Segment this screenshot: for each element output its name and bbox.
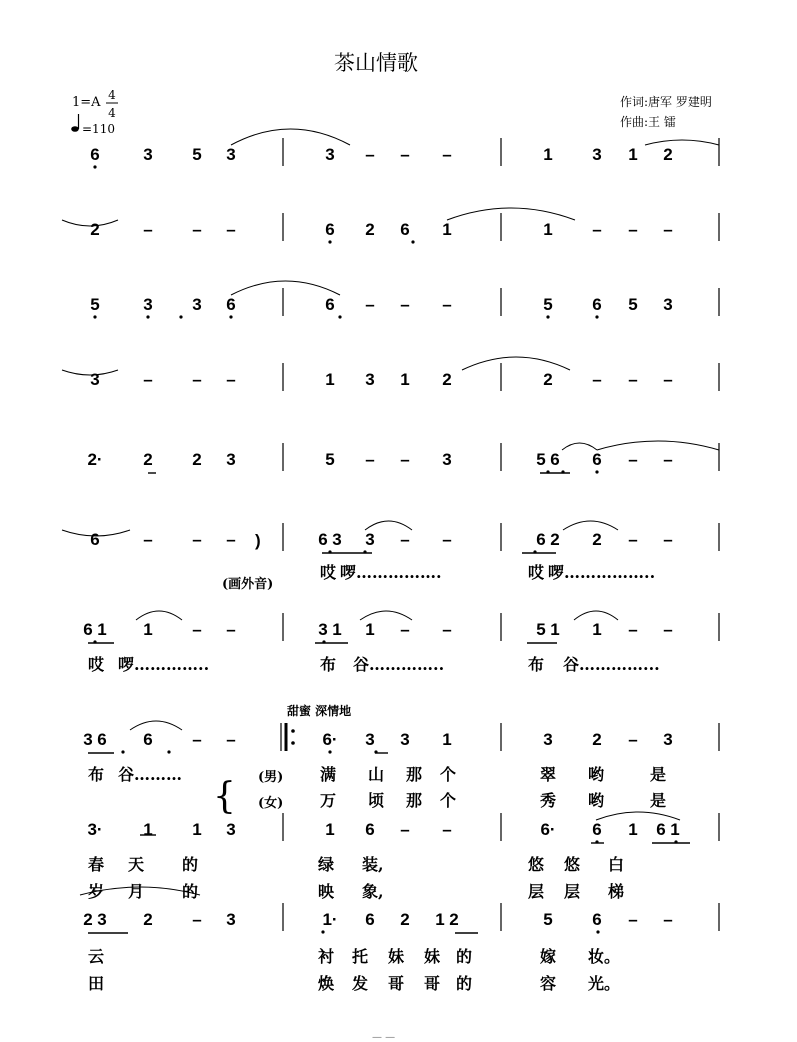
lyric-syllable: 的 [182, 882, 199, 901]
tempo-marking: =110 [82, 122, 115, 136]
note-digit: 2 [90, 220, 100, 239]
note-digit: 2 [543, 370, 553, 389]
note-digit: 2 [143, 910, 153, 929]
note-digit: 5 [325, 450, 335, 469]
lyric-syllable: 层 [528, 882, 545, 901]
note-digit: 6 [592, 295, 602, 314]
note-digit: 5 [543, 295, 553, 314]
note-digit: 1 [332, 620, 342, 639]
note-digit: 2 [192, 450, 202, 469]
low-octave-dot [328, 750, 331, 753]
lyric-syllable: 焕 [318, 974, 335, 993]
note-digit: 2 [592, 730, 602, 749]
lyric-syllable: 个 [440, 765, 457, 784]
lyric-syllable: 哎 [320, 563, 337, 582]
dash-extension: – [442, 620, 452, 639]
low-octave-dot [167, 750, 170, 753]
lyric-syllable: 布 [528, 655, 545, 674]
dash-extension: – [628, 220, 638, 239]
lyric-syllable: 个 [440, 791, 457, 810]
dash-extension: – [663, 620, 673, 639]
closing-parenthesis: ) [255, 531, 261, 550]
note-digit: 5 [536, 450, 546, 469]
lyric-syllable: 天 [128, 855, 145, 874]
slur [574, 611, 618, 620]
note-digit: 1 [550, 620, 560, 639]
lyric-syllable: 妆。 [588, 947, 621, 966]
dash-extension: – [400, 620, 410, 639]
dash-extension: – [663, 910, 673, 929]
dash-extension: – [192, 910, 202, 929]
lyric-syllable: 是 [650, 765, 667, 784]
slur [562, 443, 597, 450]
lyric-syllable: 哟 [588, 791, 605, 810]
note-digit: 2 [442, 370, 452, 389]
dash-extension: – [192, 370, 202, 389]
low-octave-dot [179, 315, 182, 318]
low-octave-dot [229, 315, 232, 318]
lyric-syllable: 云 [88, 947, 105, 966]
offstage-label: (画外音) [222, 577, 274, 592]
note-digit: 6 [83, 620, 93, 639]
dash-extension: – [400, 530, 410, 549]
lyric-syllable: 秀 [540, 791, 557, 810]
lyric-syllable: 哟 [588, 765, 605, 784]
low-octave-dot [93, 315, 96, 318]
lyric-syllable: 映 [318, 882, 335, 901]
note-digit: 5 [536, 620, 546, 639]
song-title: 茶山情歌 [334, 51, 418, 75]
dash-extension: – [628, 530, 638, 549]
note-digit: 3 [318, 620, 328, 639]
note-digit: 2· [87, 450, 103, 469]
note-digit: 3 [143, 145, 153, 164]
note-digit: 1 [670, 820, 680, 839]
note-digit: 1 [192, 820, 202, 839]
note-digit: 2 [83, 910, 93, 929]
lyric-syllable: 啰…………….. [548, 563, 656, 582]
note-digit: 6 [318, 530, 328, 549]
lyric-syllable: 悠 [528, 855, 545, 874]
note-digit: 2 [400, 910, 410, 929]
dash-extension: – [226, 370, 236, 389]
note-digit: 6 [536, 530, 546, 549]
note-digit: 6 [592, 450, 602, 469]
lyric-syllable: 层 [564, 882, 581, 901]
lyric-syllable: 谷………….. [353, 655, 445, 674]
note-digit: 3 [365, 530, 375, 549]
note-digit: 3 [325, 145, 335, 164]
lyric-syllable: 那 [406, 765, 423, 784]
note-digit: 3 [83, 730, 93, 749]
lyric-syllable: 梯 [608, 882, 625, 901]
dash-extension: – [628, 370, 638, 389]
note-digit: 1 [543, 220, 553, 239]
dash-extension: – [663, 220, 673, 239]
dash-extension: – [442, 820, 452, 839]
dash-extension: – [628, 910, 638, 929]
lyric-syllable: 象, [362, 882, 384, 901]
note-digit: 3 [192, 295, 202, 314]
note-digit: 6 [325, 295, 335, 314]
dash-extension: – [226, 530, 236, 549]
lyric-syllable: 啰………….. [118, 655, 210, 674]
dash-extension: – [592, 220, 602, 239]
slur [136, 611, 182, 620]
low-octave-dot [321, 930, 324, 933]
low-octave-dot [595, 315, 598, 318]
note-digit: 1 [543, 145, 553, 164]
lyric-syllable: 哥 [424, 974, 441, 993]
note-digit: 6 [592, 820, 602, 839]
dash-extension: – [143, 220, 153, 239]
note-digit: 6 [592, 910, 602, 929]
slur [231, 129, 350, 145]
repeat-dot [291, 741, 295, 745]
note-digit: 2 [663, 145, 673, 164]
dash-extension: – [226, 730, 236, 749]
note-digit: 1 [325, 370, 335, 389]
lyric-syllable: 嫁 [540, 947, 557, 966]
lyric-syllable: 衬 [318, 947, 335, 966]
note-digit: 3 [543, 730, 553, 749]
note-digit: 3 [226, 450, 236, 469]
dash-extension: – [226, 620, 236, 639]
note-digit: 3 [592, 145, 602, 164]
dash-extension: – [365, 145, 375, 164]
lyric-syllable: 白 [608, 855, 625, 874]
dash-extension: – [592, 370, 602, 389]
lyric-syllable: 托 [352, 947, 369, 966]
lyric-syllable: 布 [88, 765, 105, 784]
note-digit: 6 [90, 530, 100, 549]
composer-credit: 作曲:王 镭 [620, 115, 676, 129]
lyric-syllable: 的 [456, 947, 473, 966]
note-digit: 3 [663, 730, 673, 749]
dash-extension: – [628, 620, 638, 639]
slur [596, 812, 680, 820]
note-digit: 3 [400, 730, 410, 749]
lyric-syllable: 绿 [318, 855, 335, 874]
lyric-syllable: 妹 [424, 947, 441, 966]
slur [231, 281, 340, 295]
low-octave-dot [328, 240, 331, 243]
lyric-syllable: 山 [368, 765, 385, 784]
note-digit: 1 [435, 910, 445, 929]
slur [365, 521, 412, 530]
low-octave-dot [546, 315, 549, 318]
time-signature-denominator: 4 [108, 106, 116, 120]
note-digit: 5 [628, 295, 638, 314]
dash-extension: – [400, 450, 410, 469]
dash-extension: – [663, 370, 673, 389]
dash-extension: – [442, 295, 452, 314]
dash-extension: – [628, 730, 638, 749]
lyric-syllable: 光。 [588, 974, 621, 993]
low-octave-dot [121, 750, 124, 753]
dash-extension: – [192, 620, 202, 639]
lyric-syllable: 悠 [564, 855, 581, 874]
note-digit: 6· [322, 730, 338, 749]
lyric-syllable: 哎 [528, 563, 545, 582]
quarter-note-icon [71, 114, 79, 132]
note-digit: 3 [97, 910, 107, 929]
note-digit: 3 [365, 370, 375, 389]
lyric-syllable: 是 [650, 791, 667, 810]
note-digit: 6 [226, 295, 236, 314]
lyric-syllable: 发 [352, 974, 369, 993]
slur [645, 140, 719, 145]
note-digit: 1 [97, 620, 107, 639]
slur [597, 441, 719, 450]
lyric-syllable: 的 [182, 855, 199, 874]
note-digit: 6 [550, 450, 560, 469]
slur [447, 208, 575, 220]
lyric-syllable: 谷……… [118, 765, 183, 784]
lyric-syllable: 妹 [388, 947, 405, 966]
note-digit: 3 [226, 910, 236, 929]
note-digit: 3 [332, 530, 342, 549]
note-digit: 2 [365, 220, 375, 239]
note-digit: 1 [592, 620, 602, 639]
dash-extension: – [143, 370, 153, 389]
note-digit: 6· [540, 820, 556, 839]
lyric-syllable: 谷…………... [563, 655, 660, 674]
note-digit: 1 [442, 220, 452, 239]
dash-extension: – [365, 295, 375, 314]
dash-extension: – [143, 530, 153, 549]
note-digit: 2 [550, 530, 560, 549]
slur [563, 521, 618, 530]
dash-extension: – [400, 820, 410, 839]
note-digit: 6 [325, 220, 335, 239]
note-digit: 3 [143, 295, 153, 314]
female-voice-label: (女) [258, 796, 284, 811]
lyric-syllable: 春 [88, 855, 105, 874]
dash-extension: – [400, 295, 410, 314]
lyric-syllable: 的 [456, 974, 473, 993]
lyric-syllable: 万 [320, 791, 337, 810]
note-digit: 6 [365, 910, 375, 929]
dash-extension: – [226, 220, 236, 239]
dash-extension: – [192, 730, 202, 749]
lyric-syllable: 田 [88, 974, 105, 993]
note-digit: 1 [442, 730, 452, 749]
note-digit: 5 [192, 145, 202, 164]
lyric-syllable: 月 [128, 882, 145, 901]
slur [360, 611, 412, 620]
low-octave-dot [595, 470, 598, 473]
note-digit: 2 [592, 530, 602, 549]
note-digit: 3 [365, 730, 375, 749]
time-signature-numerator: 4 [108, 88, 116, 102]
page-footer: — — [372, 1032, 396, 1042]
note-digit: 6 [400, 220, 410, 239]
note-digit: 1 [325, 820, 335, 839]
dash-extension: – [663, 450, 673, 469]
expression-marking: 甜蜜 深情地 [287, 704, 352, 718]
note-digit: 1 [400, 370, 410, 389]
note-digit: 5 [543, 910, 553, 929]
dash-extension: – [365, 450, 375, 469]
dash-extension: – [442, 145, 452, 164]
note-digit: 5 [90, 295, 100, 314]
dash-extension: – [400, 145, 410, 164]
lyric-syllable: 哥 [388, 974, 405, 993]
lyric-syllable: 容 [540, 974, 557, 993]
note-digit: 2 [143, 450, 153, 469]
slur [462, 357, 570, 370]
low-octave-dot [596, 930, 599, 933]
note-digit: 1 [365, 620, 375, 639]
lyric-syllable: 满 [320, 765, 337, 784]
note-digit: 6 [143, 730, 153, 749]
low-octave-dot [93, 165, 96, 168]
note-digit: 1 [143, 620, 153, 639]
notation-layer [62, 129, 719, 993]
low-octave-dot [411, 240, 414, 243]
note-digit: 6 [656, 820, 666, 839]
note-digit: 2 [449, 910, 459, 929]
lyric-syllable: 岁 [88, 882, 105, 901]
slur [130, 721, 182, 730]
low-octave-dot [146, 315, 149, 318]
dash-extension: – [192, 220, 202, 239]
lyricist-credit: 作词:唐军 罗建明 [620, 95, 712, 109]
lyric-syllable: 那 [406, 791, 423, 810]
note-digit: 3 [90, 370, 100, 389]
repeat-dot [291, 729, 295, 733]
note-digit: 1 [628, 145, 638, 164]
note-digit: 6 [365, 820, 375, 839]
note-digit: 6 [90, 145, 100, 164]
lyric-syllable: 顷 [368, 791, 385, 810]
dash-extension: – [442, 530, 452, 549]
lyric-syllable: 装, [362, 855, 384, 874]
note-digit: 3 [226, 820, 236, 839]
lyric-syllable: 布 [320, 655, 337, 674]
note-digit: 1 [628, 820, 638, 839]
lyric-syllable: 啰……………. [340, 563, 442, 582]
note-digit: 3 [442, 450, 452, 469]
lyric-syllable: 哎 [88, 655, 105, 674]
note-digit: 3· [87, 820, 103, 839]
key-signature: 1=A [72, 95, 101, 110]
dash-extension: – [628, 450, 638, 469]
dash-extension: – [663, 530, 673, 549]
male-voice-label: (男) [258, 770, 284, 785]
note-digit: 1 [143, 820, 153, 839]
low-octave-dot [338, 315, 341, 318]
note-digit: 6 [97, 730, 107, 749]
note-digit: 1· [322, 910, 338, 929]
note-digit: 3 [226, 145, 236, 164]
note-digit: 3 [663, 295, 673, 314]
dash-extension: – [192, 530, 202, 549]
voice-brace: { [213, 776, 236, 817]
lyric-syllable: 翠 [540, 765, 557, 784]
